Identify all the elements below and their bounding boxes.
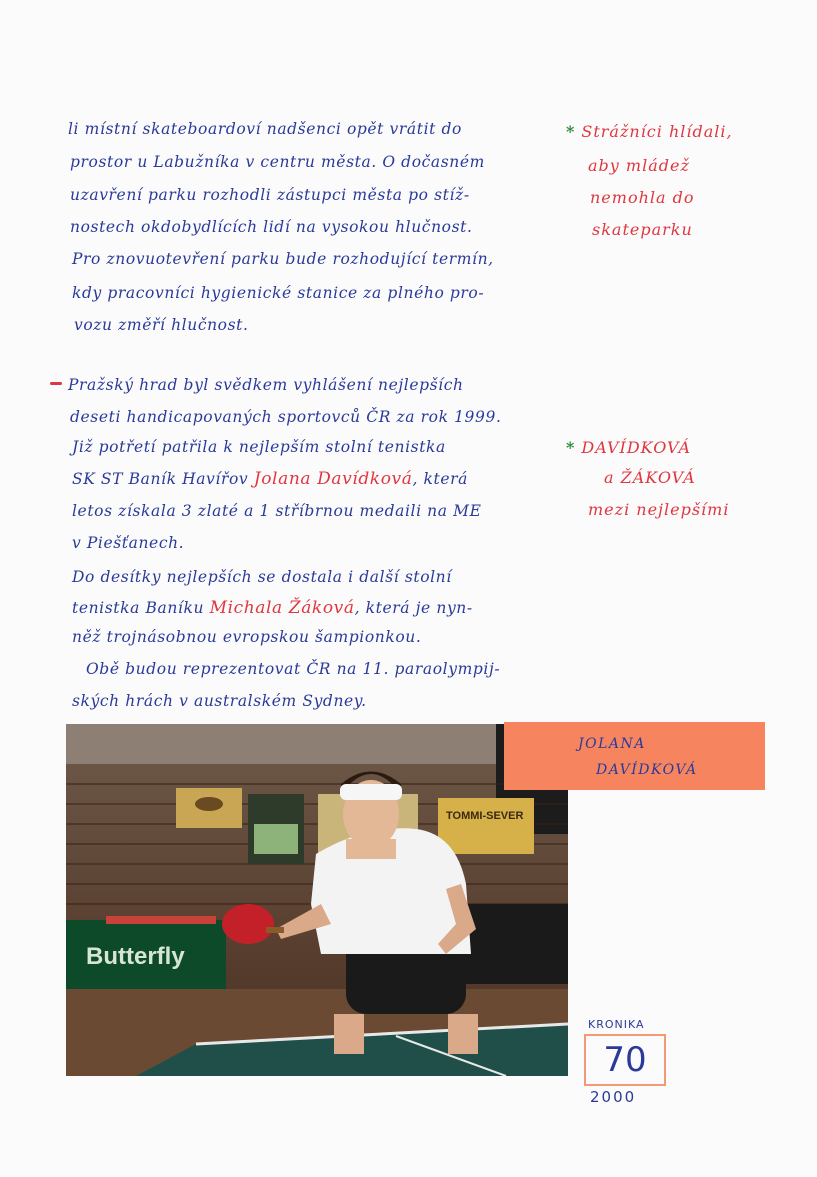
p2-line-1: Pražský hrad byl svědkem vyhlášení nejlepších [68,376,464,394]
asterisk-icon: * [566,122,576,141]
name-davidkova: Jolana Davídková [253,469,413,489]
p1-line-5: Pro znovuotevření parku bude rozhodující termín, [72,250,494,268]
p1-line-2: prostor u Labužníka v centru města. O dočasném [70,153,485,171]
red-dash-marker [50,382,62,385]
chronicle-label: KRONIKA [588,1018,645,1031]
asterisk-icon: * [566,438,576,457]
margin-note-1 [566,122,733,141]
note1-line-1: Strážníci hlídali, [581,122,733,141]
note2-line-1: DAVÍDKOVÁ [581,438,692,457]
caption-line-2: DAVÍDKOVÁ [596,762,698,778]
page-number-box [584,1034,666,1086]
p2-line-2: deseti handicapovaných sportovců ČR za rok 1999. [70,408,502,426]
note1-line-4: skateparku [592,220,693,239]
p2-line-5: letos získala 3 zlaté a 1 stříbrnou medaili na ME [72,502,482,520]
note1-line-2: aby mládež [588,156,690,175]
photo-illustration [66,724,568,1076]
name-zakova: Michala Žáková [209,598,355,618]
note2-line-2: a ŽÁKOVÁ [604,468,696,487]
photo-caption-label [504,722,765,790]
note2-line-3: mezi nejlepšími [588,500,730,519]
p2-line-4-post: , která [412,470,468,488]
p3-line-2-pre: tenistka Baníku [72,599,210,617]
p2-line-4 [72,469,468,489]
wall-sign-text: TOMMI-SEVER [446,810,524,822]
caption-line-1: JOLANA [578,736,646,752]
p1-line-1: li místní skateboardoví nadšenci opět vrátit do [68,120,462,138]
photo-table-tennis-player [66,724,568,1076]
p3-line-2 [72,598,473,618]
p3-line-5: ských hrách v australském Sydney. [72,692,367,710]
p2-line-3: Již potřetí patřila k nejlepším stolní tenistka [72,438,446,456]
p3-line-4: Obě budou reprezentovat ČR na 11. paraolympij- [86,660,501,678]
butterfly-banner-text: Butterfly [86,943,185,970]
p3-line-2-post: , která je nyn- [354,599,473,617]
p3-line-3: něž trojnásobnou evropskou šampionkou. [72,628,422,646]
p2-line-4-pre: SK ST Baník Havířov [72,470,254,488]
p1-line-4: nostech okdobydlících lidí na vysokou hlučnost. [70,218,473,236]
p1-line-3: uzavření parku rozhodli zástupci města po stíž- [70,186,470,204]
p1-line-6: kdy pracovníci hygienické stanice za plného pro- [72,284,485,302]
p1-line-7: vozu změří hlučnost. [74,316,249,334]
chronicle-year: 2000 [590,1088,637,1106]
p2-line-6: v Piešťanech. [72,534,185,552]
note1-line-3: nemohla do [590,188,695,207]
page-number: 70 [603,1040,647,1080]
margin-note-2 [566,438,691,457]
p3-line-1: Do desítky nejlepších se dostala i další stolní [72,568,452,586]
